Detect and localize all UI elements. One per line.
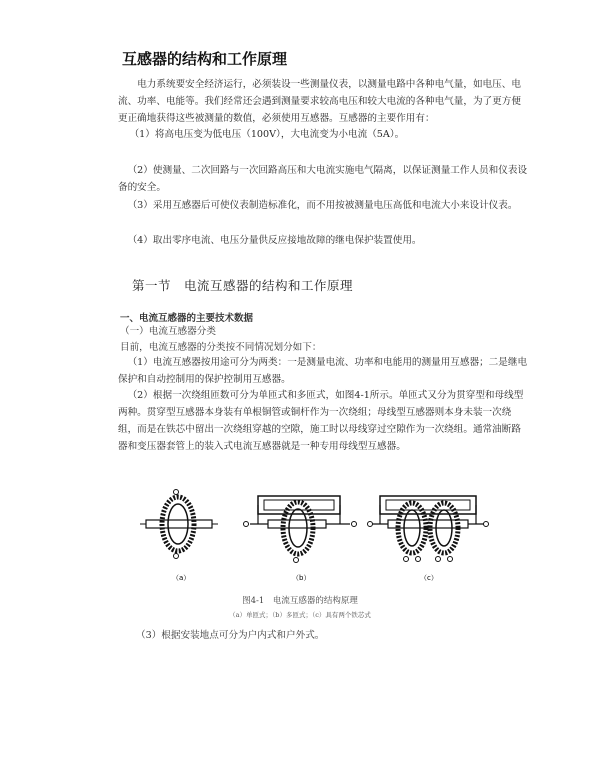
figure-label-c: （c）	[420, 574, 438, 582]
function-item-1: （1）将高电压变为低电压（100V），大电流变为小电流（5A）。	[129, 129, 405, 140]
diagram-c	[368, 496, 489, 562]
figure-4-1	[140, 470, 490, 585]
primary-conductor-bar	[146, 520, 212, 528]
secondary-terminal	[416, 557, 421, 562]
primary-winding-box	[258, 496, 340, 514]
primary-conductor-bar	[268, 520, 326, 528]
section-title: 第一节 电流互感器的结构和工作原理	[132, 278, 354, 293]
secondary-terminal	[436, 557, 441, 562]
secondary-terminal	[294, 558, 299, 563]
body-paragraph-1: 目前，电流互感器的分类按不同情况划分如下：	[120, 342, 322, 353]
primary-terminal	[368, 522, 373, 527]
primary-winding-box	[380, 496, 476, 514]
figure-subcaption: （a）单匝式；（b）多匝式；（c）具有两个铁芯式	[229, 611, 371, 619]
intro-paragraph: 电力系统要安全经济运行，必须装设一些测量仪表，以测量电路中各种电气量，如电压、电流、功率、电能等。我们经常还会遇到测量要求较高电压和较大电流的各种电气量，为了更方便更正确地获得这些被测量的数值，必须使用互感器。互感器的主要作用有：	[118, 79, 521, 124]
subsection-heading: 一、电流互感器的主要技术数据	[120, 313, 254, 324]
figure-label-a: （a）	[172, 574, 191, 582]
secondary-terminal	[404, 557, 409, 562]
primary-terminal	[244, 522, 249, 527]
primary-terminal	[352, 522, 357, 527]
body-paragraph-4: （3）根据安装地点可分为户内式和户外式。	[136, 630, 325, 641]
secondary-terminal	[174, 490, 179, 495]
subsubsection-heading: （一）电流互感器分类	[120, 326, 216, 337]
diagram-a	[140, 490, 218, 559]
primary-terminal	[484, 522, 489, 527]
figure-label-b: （b）	[292, 574, 311, 582]
page-title: 互感器的结构和工作原理	[122, 50, 288, 68]
body-paragraph-3: （2）根据一次绕组匝数可分为单匝式和多匝式，如图4-1所示。单匝式又分为贯穿型和母线型两种。贯穿型互感器本身装有单根铜管或铜杆作为一次绕组；母线型互感器则本身未装一次绕组，而是在铁芯中留出一次绕组穿越的空隙，施工时以母线穿过空隙作为一次绕组。通常油断路器和变压器套管上的装入式电流互感器就是一种专用母线型互感器。	[118, 390, 524, 452]
function-item-4: （4）取出零序电流、电压分量供反应接地故障的继电保护装置使用。	[127, 235, 422, 246]
function-item-3: （3）采用互感器后可使仪表制造标准化，而不用按被测量电压高低和电流大小来设计仪表。	[127, 200, 518, 211]
secondary-terminal	[174, 554, 179, 559]
function-item-2: （2）使测量、二次回路与一次回路高压和大电流实施电气隔离，以保证测量工作人员和仪表设备的安全。	[118, 165, 528, 193]
figure-caption: 图4-1 电流互感器的结构原理	[242, 596, 358, 606]
secondary-terminal	[448, 557, 453, 562]
ct-structure-diagram	[140, 470, 490, 585]
diagram-b	[244, 496, 357, 563]
body-paragraph-2: （1）电流互感器按用途可分为两类：一是测量电流、功率和电能用的测量用互感器；二是继电保护和自动控制用的保护控制用互感器。	[118, 357, 528, 385]
